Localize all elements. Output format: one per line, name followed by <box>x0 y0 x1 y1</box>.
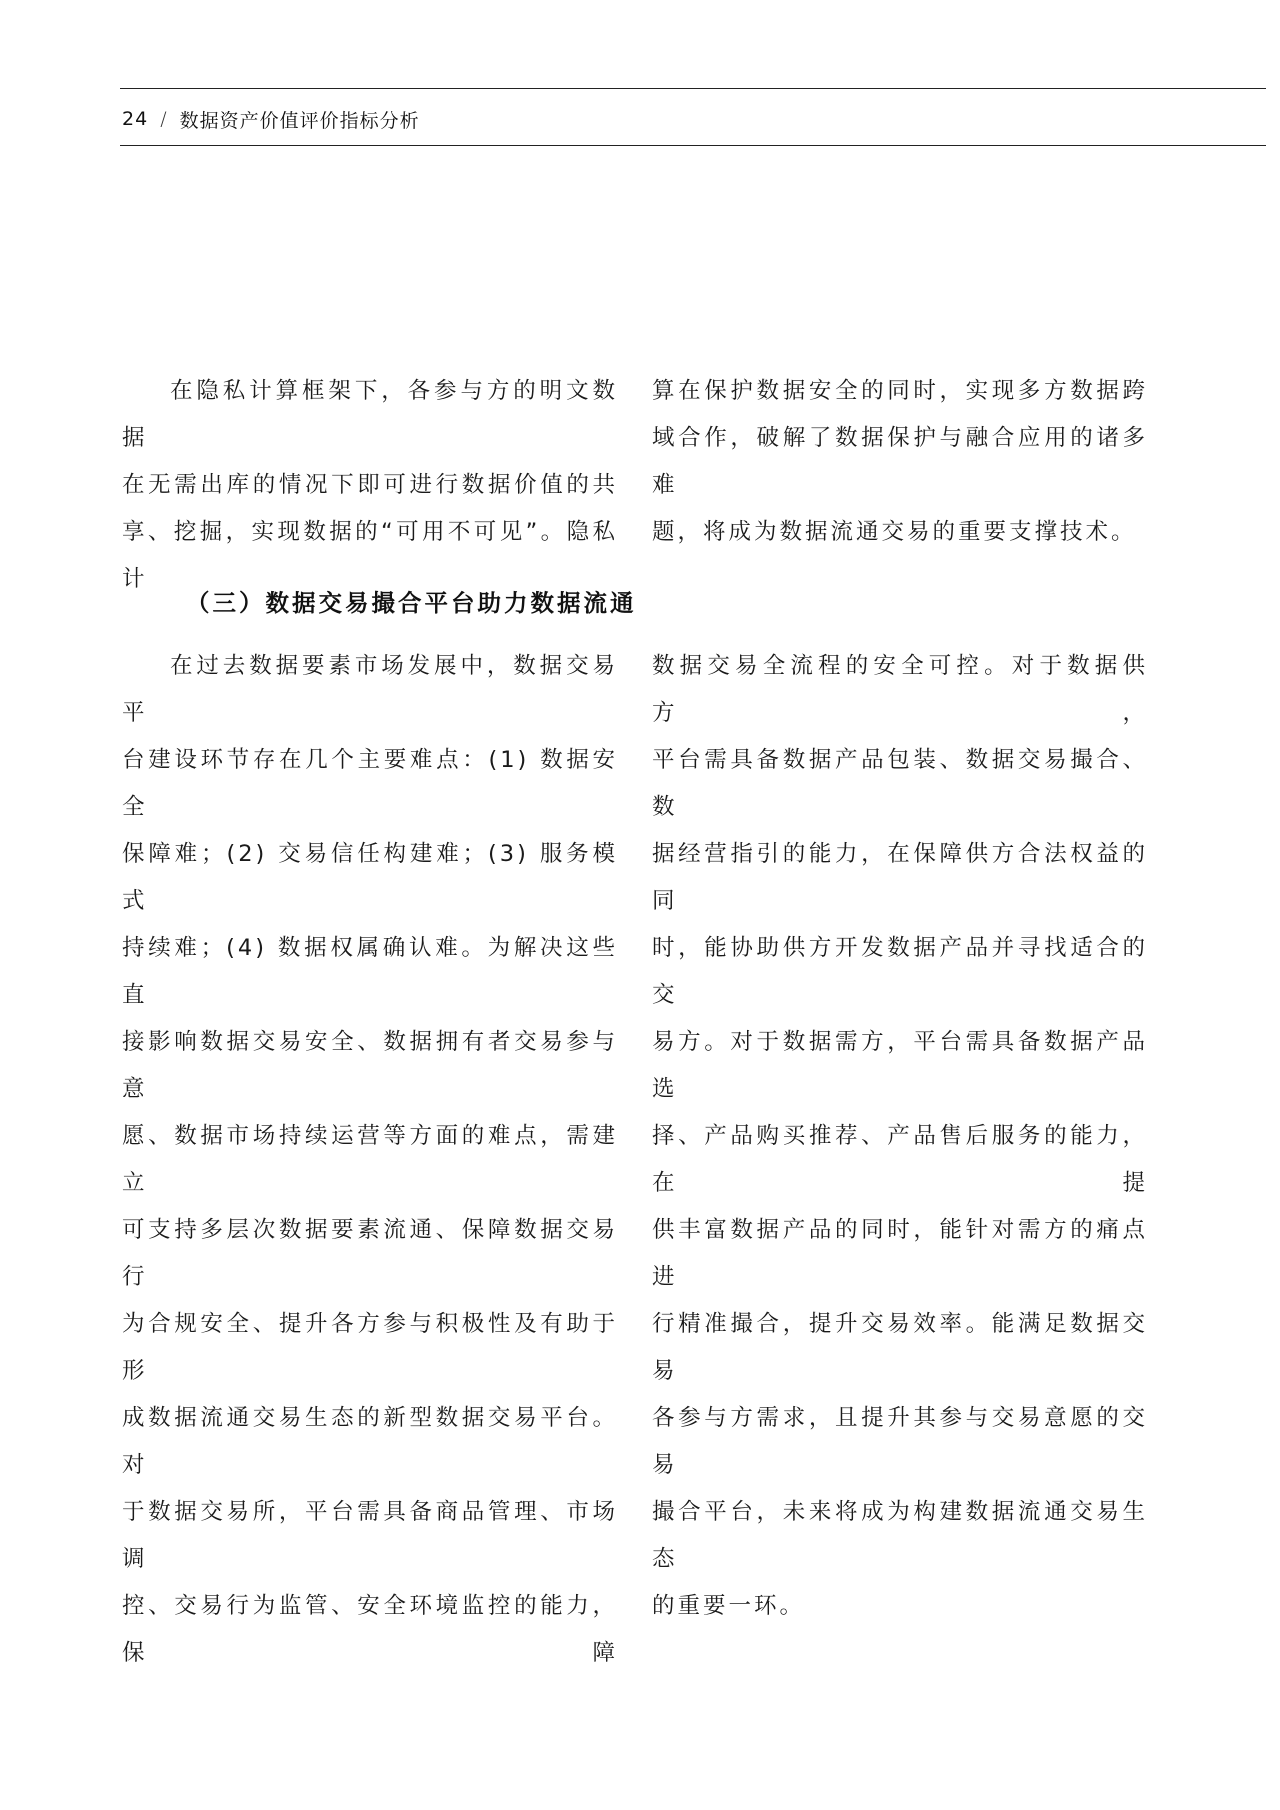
text-line: 接影响数据交易安全、数据拥有者交易参与意 <box>122 1029 618 1102</box>
text-line: 据经营指引的能力，在保障供方合法权益的同 <box>652 841 1148 914</box>
running-header <box>122 104 420 134</box>
text-line: 平台需具备数据产品包装、数据交易撮合、数 <box>652 747 1148 820</box>
text-line: 持续难；(4) 数据权属确认难。为解决这些直 <box>122 935 618 1008</box>
text-line: 于数据交易所，平台需具备商品管理、市场调 <box>122 1499 618 1572</box>
text-line: 愿、数据市场持续运营等方面的难点，需建立 <box>122 1123 618 1196</box>
text-line: 择、产品购买推荐、产品售后服务的能力，在提 <box>652 1123 1148 1196</box>
left-column <box>122 368 618 603</box>
text-line: 供丰富数据产品的同时，能针对需方的痛点进 <box>652 1217 1148 1290</box>
book-title: 数据资产价值评价指标分析 <box>179 109 420 132</box>
text-line: 题，将成为数据流通交易的重要支撑技术。 <box>652 519 1137 545</box>
text-line: 的重要一环。 <box>652 1593 806 1619</box>
section-body-block <box>122 643 1148 1677</box>
text-line: 域合作，破解了数据保护与融合应用的诸多难 <box>652 425 1148 498</box>
text-line: 撮合平台，未来将成为构建数据流通交易生态 <box>652 1499 1148 1572</box>
text-line: 可支持多层次数据要素流通、保障数据交易行 <box>122 1217 618 1290</box>
intro-paragraph-block <box>122 368 1148 603</box>
right-column <box>652 368 1148 603</box>
header-top-rule <box>120 88 1266 89</box>
text-line: 保障难；(2) 交易信任构建难；(3) 服务模式 <box>122 841 618 914</box>
text-line: 台建设环节存在几个主要难点：(1) 数据安全 <box>122 747 618 820</box>
header-separator: / <box>160 108 168 130</box>
text-line: 算在保护数据安全的同时，实现多方数据跨 <box>652 378 1148 404</box>
text-line: 成数据流通交易生态的新型数据交易平台。对 <box>122 1405 618 1478</box>
text-line: 在过去数据要素市场发展中，数据交易平 <box>122 653 618 726</box>
text-line: 易方。对于数据需方，平台需具备数据产品选 <box>652 1029 1148 1102</box>
text-line: 为合规安全、提升各方参与积极性及有助于形 <box>122 1311 618 1384</box>
text-line: 数据交易全流程的安全可控。对于数据供方， <box>652 653 1148 726</box>
text-line: 时，能协助供方开发数据产品并寻找适合的交 <box>652 935 1148 1008</box>
text-line: 在无需出库的情况下即可进行数据价值的共 <box>122 472 618 498</box>
text-line: 在隐私计算框架下，各参与方的明文数据 <box>122 378 618 451</box>
text-line: 行精准撮合，提升交易效率。能满足数据交易 <box>652 1311 1148 1384</box>
text-line: 控、交易行为监管、安全环境监控的能力，保障 <box>122 1593 618 1666</box>
left-column <box>122 643 618 1677</box>
right-column <box>652 643 1148 1677</box>
text-line: 各参与方需求，且提升其参与交易意愿的交易 <box>652 1405 1148 1478</box>
text-line: 享、挖掘，实现数据的“可用不可见”。隐私计 <box>122 519 618 592</box>
header-bottom-rule <box>120 145 1266 146</box>
page-number: 24 <box>122 108 149 130</box>
section-heading: （三）数据交易撮合平台助力数据流通 <box>186 589 637 617</box>
